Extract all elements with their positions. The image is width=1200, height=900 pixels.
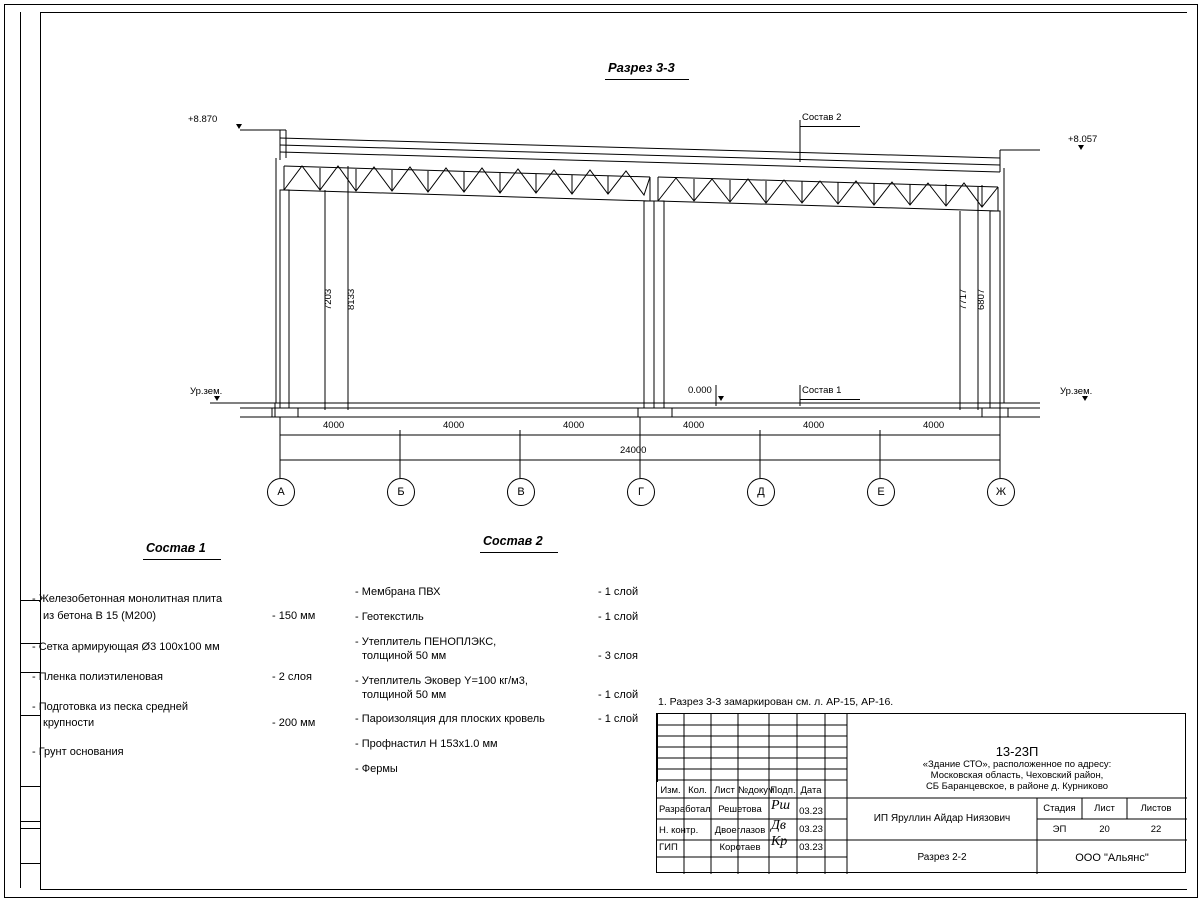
sheet-name: Разрез 2-2 — [917, 852, 967, 863]
span-3: 4000 — [563, 420, 585, 431]
left-margin-box-4 — [20, 828, 40, 864]
row-2-date: 03.23 — [799, 824, 823, 835]
col-data: Дата — [800, 785, 822, 796]
height-7717: 7717 — [958, 288, 969, 310]
ground-level-left: Ур.зем. — [190, 386, 223, 397]
axis-bubble-d: Д — [747, 478, 775, 506]
row-1-signature: Рш — [771, 798, 791, 813]
callout-sostav1: Состав 1 — [802, 385, 842, 396]
row-3-name: Коротаев — [719, 842, 761, 853]
row-2-role: Н. контр. — [659, 825, 699, 836]
section-drawing — [180, 100, 1098, 520]
callout-sostav2: Состав 2 — [802, 112, 842, 123]
company-name: ООО "Альянс" — [1075, 852, 1149, 864]
callout-sostav2-underline — [800, 126, 860, 127]
sostav2-item-1: - Мембрана ПВХ — [355, 586, 441, 598]
sostav1-item-4-line2: крупности — [43, 717, 95, 729]
height-6807: 6807 — [976, 288, 987, 310]
level-top-right: +8.057 — [1068, 134, 1098, 145]
span-5: 4000 — [803, 420, 825, 431]
sostav1-item-1-line2: из бетона В 15 (М200) — [43, 610, 156, 622]
customer-name: ИП Яруллин Айдар Ниязович — [873, 813, 1011, 824]
height-7203: 7203 — [323, 288, 334, 310]
ground-arrow-right — [1082, 396, 1088, 401]
object-line-3: СБ Баранцевское, в районе д. Курниково — [925, 781, 1109, 792]
sostav1-item-3-value: - 2 слоя — [272, 671, 313, 683]
row-1-role: Разработал — [659, 804, 711, 815]
level-top-left: +8.870 — [188, 114, 218, 125]
sheet-value: 20 — [1099, 824, 1110, 835]
axis-bubble-v: В — [507, 478, 535, 506]
axis-bubble-zh: Ж — [987, 478, 1015, 506]
col-podp: Подп. — [770, 785, 796, 796]
row-1-date: 03.23 — [799, 806, 823, 817]
left-margin-line — [20, 12, 21, 888]
sostav2-item-4-line2: толщиной 50 мм — [362, 689, 447, 701]
span-total: 24000 — [620, 445, 647, 456]
sostav2-title: Состав 2 — [483, 534, 543, 548]
ground-level-right: Ур.зем. — [1060, 386, 1093, 397]
sostav2-item-5: - Пароизоляция для плоских кровель — [355, 713, 545, 725]
span-6: 4000 — [923, 420, 945, 431]
row-1-name: Решетова — [718, 804, 762, 815]
object-line-2: Московская область, Чеховский район, — [930, 770, 1104, 781]
sostav1-item-4: - Подготовка из песка средней — [32, 701, 188, 713]
stage-value: ЭП — [1052, 824, 1067, 835]
sostav2-item-2: - Геотекстиль — [355, 611, 424, 623]
sostav2-item-3: - Утеплитель ПЕНОПЛЭКС, — [355, 636, 497, 648]
sostav2-item-3-line2: толщиной 50 мм — [362, 650, 447, 662]
sheets-total-value: 22 — [1150, 824, 1162, 835]
row-2-name: Двоеглазов — [714, 825, 766, 836]
sostav1-item-4-value: - 200 мм — [272, 717, 316, 729]
row-3-date: 03.23 — [799, 842, 823, 853]
sostav1-item-3: - Пленка полиэтиленовая — [32, 671, 163, 683]
sostav1-title-underline — [143, 559, 221, 560]
axis-bubble-a: А — [267, 478, 295, 506]
col-kol: Кол. — [688, 785, 707, 796]
level-zero: 0.000 — [688, 385, 712, 396]
page-title-underline — [605, 79, 689, 80]
span-2: 4000 — [443, 420, 465, 431]
sostav2-item-5-value: - 1 слой — [598, 713, 639, 725]
axis-bubble-g: Г — [627, 478, 655, 506]
sheets-total-header: Листов — [1140, 803, 1172, 814]
level-zero-arrow — [718, 396, 724, 401]
page-title: Разрез 3-3 — [608, 60, 675, 75]
sostav2-item-6: - Профнастил Н 153х1.0 мм — [355, 738, 498, 750]
sostav2-item-3-value: - 3 слоя — [598, 650, 639, 662]
level-arrow-top-right — [1078, 145, 1084, 150]
left-margin-box-3 — [20, 786, 40, 822]
left-margin-box-1 — [20, 600, 40, 644]
row-3-role: ГИП — [659, 842, 678, 853]
title-block — [656, 713, 1186, 873]
section-geometry — [180, 100, 1040, 520]
sostav2-item-4-value: - 1 слой — [598, 689, 639, 701]
col-izm: Изм. — [660, 785, 681, 796]
span-4: 4000 — [683, 420, 705, 431]
sostav2-item-1-value: - 1 слой — [598, 586, 639, 598]
sostav1-item-1-value: - 150 мм — [272, 610, 316, 622]
height-8133: 8133 — [346, 288, 357, 310]
callout-sostav1-underline — [800, 399, 860, 400]
object-line-1: «Здание СТО», расположенное по адресу: — [922, 759, 1112, 770]
span-1: 4000 — [323, 420, 345, 431]
axis-bubble-b: Б — [387, 478, 415, 506]
level-arrow-top-left — [236, 124, 242, 129]
col-list: Лист — [714, 785, 735, 796]
sostav1-item-1: - Железобетонная монолитная плита — [32, 593, 223, 605]
col-ndok: №докум. — [738, 785, 778, 796]
row-2-signature: Дв — [771, 818, 786, 833]
sostav1-item-5: - Грунт основания — [32, 746, 124, 758]
stage-header: Стадия — [1043, 803, 1076, 814]
sheet-header: Лист — [1094, 803, 1115, 814]
sostav2-item-4: - Утеплитель Эковер Y=100 кг/м3, — [355, 675, 528, 687]
sostav2-item-7: - Фермы — [355, 763, 398, 775]
axis-bubble-e: Е — [867, 478, 895, 506]
project-code: 13-23П — [995, 744, 1039, 759]
sostav2-item-2-value: - 1 слой — [598, 611, 639, 623]
sostav1-title: Состав 1 — [146, 541, 206, 555]
sostav2-title-underline — [480, 552, 558, 553]
general-note: 1. Разрез 3-3 замаркирован см. л. АР-15, АР-16. — [658, 696, 894, 708]
row-3-signature: Кр — [771, 834, 788, 849]
sostav1-item-2: - Сетка армирующая Ø3 100х100 мм — [32, 641, 220, 653]
ground-arrow-left — [214, 396, 220, 401]
